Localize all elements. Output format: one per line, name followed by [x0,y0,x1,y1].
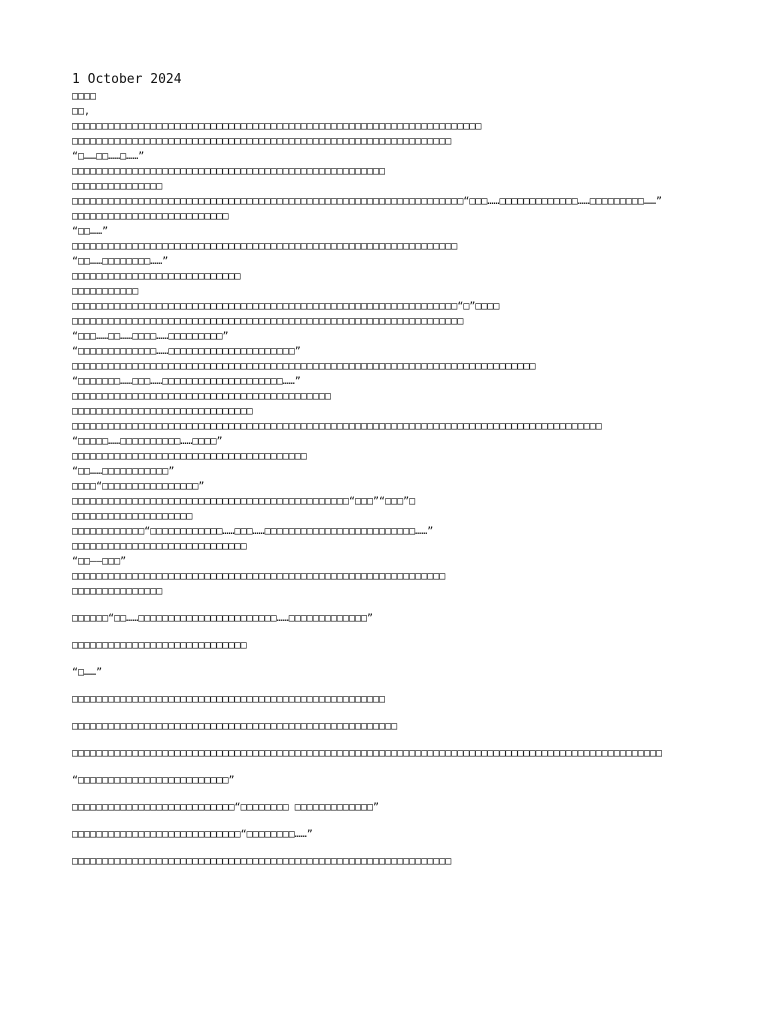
quoted-line: “□□□□□□□□□□□□□……□□□□□□□□□□□□□□□□□□□□□” [72,346,301,357]
paragraph: □□□□□□□□□□□□□□□□□□□□□□□□□□□□“□□□□□□□□……” [72,829,313,840]
paragraph: □□□□□□□□□□□□□□□□□□□□□□□□□□□□□□□□□□□□□□□ [72,451,307,462]
quoted-line: “□□……□□□□□□□□□□□” [72,466,175,477]
quoted-line: “□□……” [72,226,109,237]
paragraph: □□□□□□□□□□□□□□□□□□□□□□□□□□ [72,211,229,222]
paragraph: □□□□□□□□□□□□□□□□□□□□□□□□□□□□□□□□□□□□□□□□□□□□□□□□□□□□□□□□□□□□□□□□□□□□ [72,121,482,132]
salutation: □□□□ [72,91,97,102]
paragraph: □□□□□□□□□□□□□□□□□□□□□□□□□□□□□□□□□□□□□□□□□□□□□□□□□□□□□□□□□□□□□□□□□□□□□□□□□□□□□□□□□□□□□□□□□□□□□□□□□□ [72,748,663,759]
paragraph: □□□□□□□□□□□□□□□□□□□□□□□□□□□□ [72,271,241,282]
letter-page [72,72,700,869]
paragraph: □□□□□□□□□□□ [72,286,139,297]
paragraph: □□□□□□□□□□□□□□□□□□□□□□□□□□□□□ [72,640,247,651]
letter-date: 1 October 2024 [72,72,182,87]
greeting: □□, [72,106,91,117]
quoted-line: “□□□□□□□□□□□□□□□□□□□□□□□□□” [72,775,235,786]
paragraph: □□□□□□□□□□□□“□□□□□□□□□□□□……□□□……□□□□□□□□□□□□□□□□□□□□□□□□□……” [72,526,434,537]
paragraph: □□□□□□□□□□□□□□□□□□□□□□□□□□□□□□□□□□□□□□□□□□□□□□“□□□”“□□□”□ [72,496,416,507]
paragraph: □□□□□□□□□□□□□□□□□□□□ [72,511,193,522]
quoted-line: “□……□□……□……” [72,151,145,162]
quoted-line: “□□——□□□” [72,556,127,567]
paragraph: □□□□□□□□□□□□□□□ [72,586,163,597]
paragraph: □□□□□□□□□□□□□□□□□□□□□□□□□□□□□□□□□□□□□□□□□□□□□□□□□□□□□□□□□□□□□□ [72,571,446,582]
paragraph: □□□□□□□□□□□□□□□□□□□□□□□□□□□□□□□□□□□□□□□□□□□□□□□□□□□□□□□□□□□□□□□ [72,136,452,147]
quoted-line: “□……” [72,667,103,678]
quoted-line: “□□□□□……□□□□□□□□□□……□□□□” [72,436,223,447]
quoted-line: “□□□□□□□……□□□……□□□□□□□□□□□□□□□□□□□□……” [72,376,301,387]
paragraph: □□□□□□□□□□□□□□□□□□□□□□□□□□□□□□□□□□□□□□□□□□□□□□□□□□□□□□□□□□□□□□□□□□□□□□□□□□□□□ [72,361,536,372]
paragraph: □□□□“□□□□□□□□□□□□□□□□” [72,481,205,492]
paragraph: □□□□□□□□□□□□□□□□□□□□□□□□□□□□□□□□□□□□□□□□□□□ [72,391,331,402]
paragraph: □□□□□□□□□□□□□□□□□□□□□□□□□□□□□□□□□□□□□□□□□□□□□□□□□□□□□□□□□□□□□□□ [72,856,452,867]
paragraph: □□□□□□□□□□□□□□□□□□□□□□□□□□□□□□ [72,406,253,417]
paragraph: □□□□□□□□□□□□□□□□□□□□□□□□□□□□□□□□□□□□□□□□□□□□□□□□□□□□ [72,166,386,177]
paragraph: □□□□□□□□□□□□□□□ [72,181,163,192]
quoted-line: “□□……□□□□□□□□……” [72,256,169,267]
paragraph: □□□□□□□□□□□□□□□□□□□□□□□□□□□□□□□□□□□□□□□□□□□□□□□□□□□□□□□□□□□□□□□□“□”□□□□ [72,301,500,312]
paragraph: □□□□□□□□□□□□□□□□□□□□□□□□□□□□□□□□□□□□□□□□□□□□□□□□□□□□□□□□□□□□□□□□□ [72,316,464,327]
paragraph: □□□□□□□□□□□□□□□□□□□□□□□□□□□□□□□□□□□□□□□□□□□□□□□□□□□□□□□□□□□□□□□□□□□□□□□□□□□□□□□□□□□□□□□□ [72,421,602,432]
paragraph: □□□□□□□□□□□□□□□□□□□□□□□□□□□□□□□□□□□□□□□□□□□□□□□□□□□□□□ [72,721,398,732]
paragraph: □□□□□□□□□□□□□□□□□□□□□□□□□□□□□□□□□□□□□□□□□□□□□□□□□□□□ [72,694,386,705]
paragraph: □□□□□□□□□□□□□□□□□□□□□□□□□□□□□□□□□□□□□□□□□□□□□□□□□□□□□□□□□□□□□□□□ [72,241,458,252]
paragraph: □□□□□□□□□□□□□□□□□□□□□□□□□□□□□□□□□□□□□□□□□□□□□□□□□□□□□□□□□□□□□□□□□“□□□……□□□□□□□□□□□□□……□□□□□□□□□……” [72,196,663,207]
paragraph: □□□□□□□□□□□□□□□□□□□□□□□□□□□“□□□□□□□□ □□□□□□□□□□□□□” [72,802,380,813]
quoted-line: “□□□……□□……□□□□……□□□□□□□□□” [72,331,229,342]
paragraph: □□□□□□“□□……□□□□□□□□□□□□□□□□□□□□□□□……□□□□□□□□□□□□□” [72,613,374,624]
paragraph: □□□□□□□□□□□□□□□□□□□□□□□□□□□□□ [72,541,247,552]
